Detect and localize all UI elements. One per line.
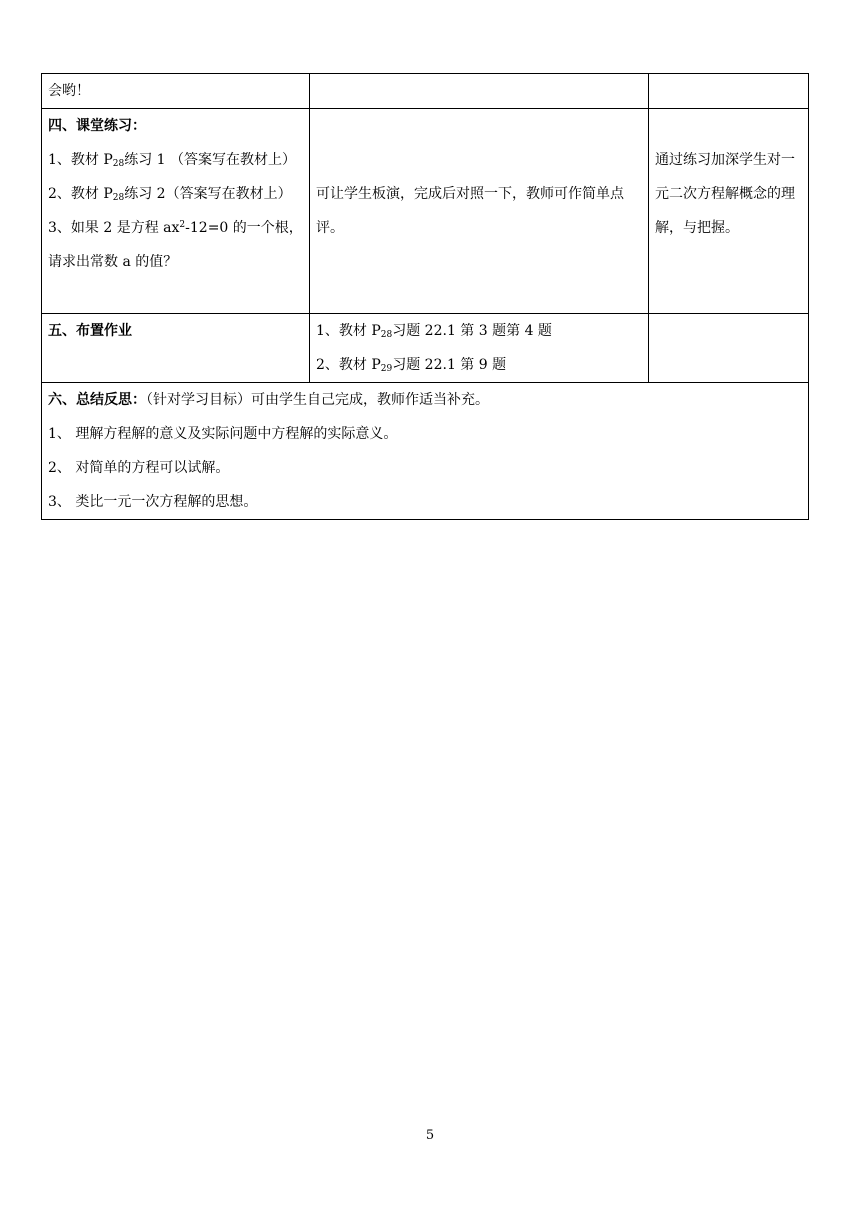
cell-activity xyxy=(42,74,310,109)
exercise-item: 3、如果 2 是方程 $ax^2-12=0$ 的一个根， xyxy=(48,220,303,236)
summary-point: 3、 类比一元一次方程解的思想。 xyxy=(48,494,258,510)
cell-teacher-notes xyxy=(310,109,649,314)
exercise-item-continued: 请求出常数 a 的值？ xyxy=(48,254,178,270)
section-heading: 六、总结反思： xyxy=(48,392,146,408)
cell-teacher-notes xyxy=(310,314,649,383)
table-row-continuation xyxy=(42,74,809,109)
summary-point: 1、 理解方程解的意义及实际问题中方程解的实际意义。 xyxy=(48,426,398,442)
exercise-item: 2、教材 $P_{28}$练习 2（答案写在教材上） xyxy=(48,186,292,203)
table-row-homework xyxy=(42,314,809,383)
page-number: 5 xyxy=(425,1128,435,1143)
cell-text: 可让学生板演，完成后对照一下，教师可作简单点评。 xyxy=(316,186,624,236)
cell-design-intent xyxy=(649,314,809,383)
cell-summary xyxy=(42,383,809,520)
cell-activity xyxy=(42,109,310,314)
cell-design-intent xyxy=(649,109,809,314)
lesson-plan-table xyxy=(41,73,809,520)
homework-item: 2、教材 $P_{29}$习题 22.1 第 9 题 xyxy=(316,357,507,374)
exercise-item: 1、教材 $P_{28}$练习 1 （答案写在教材上） xyxy=(48,152,297,169)
cell-teacher-notes xyxy=(310,74,649,109)
cell-text: 会哟！ xyxy=(48,83,90,99)
summary-intro: 六、总结反思：（针对学习目标）可由学生自己完成，教师作适当补充。 xyxy=(48,392,489,408)
cell-text: 通过练习加深学生对一元二次方程解概念的理解，与把握。 xyxy=(655,152,795,236)
cell-activity xyxy=(42,314,310,383)
cell-design-intent xyxy=(649,74,809,109)
section-heading: 五、布置作业 xyxy=(48,323,132,339)
table-row-classroom-practice xyxy=(42,109,809,314)
table-row-summary xyxy=(42,383,809,520)
homework-item: 1、教材 $P_{28}$习题 22.1 第 3 题第 4 题 xyxy=(316,323,552,340)
section-heading: 四、课堂练习： xyxy=(48,118,146,134)
summary-point: 2、 对简单的方程可以试解。 xyxy=(48,460,230,476)
